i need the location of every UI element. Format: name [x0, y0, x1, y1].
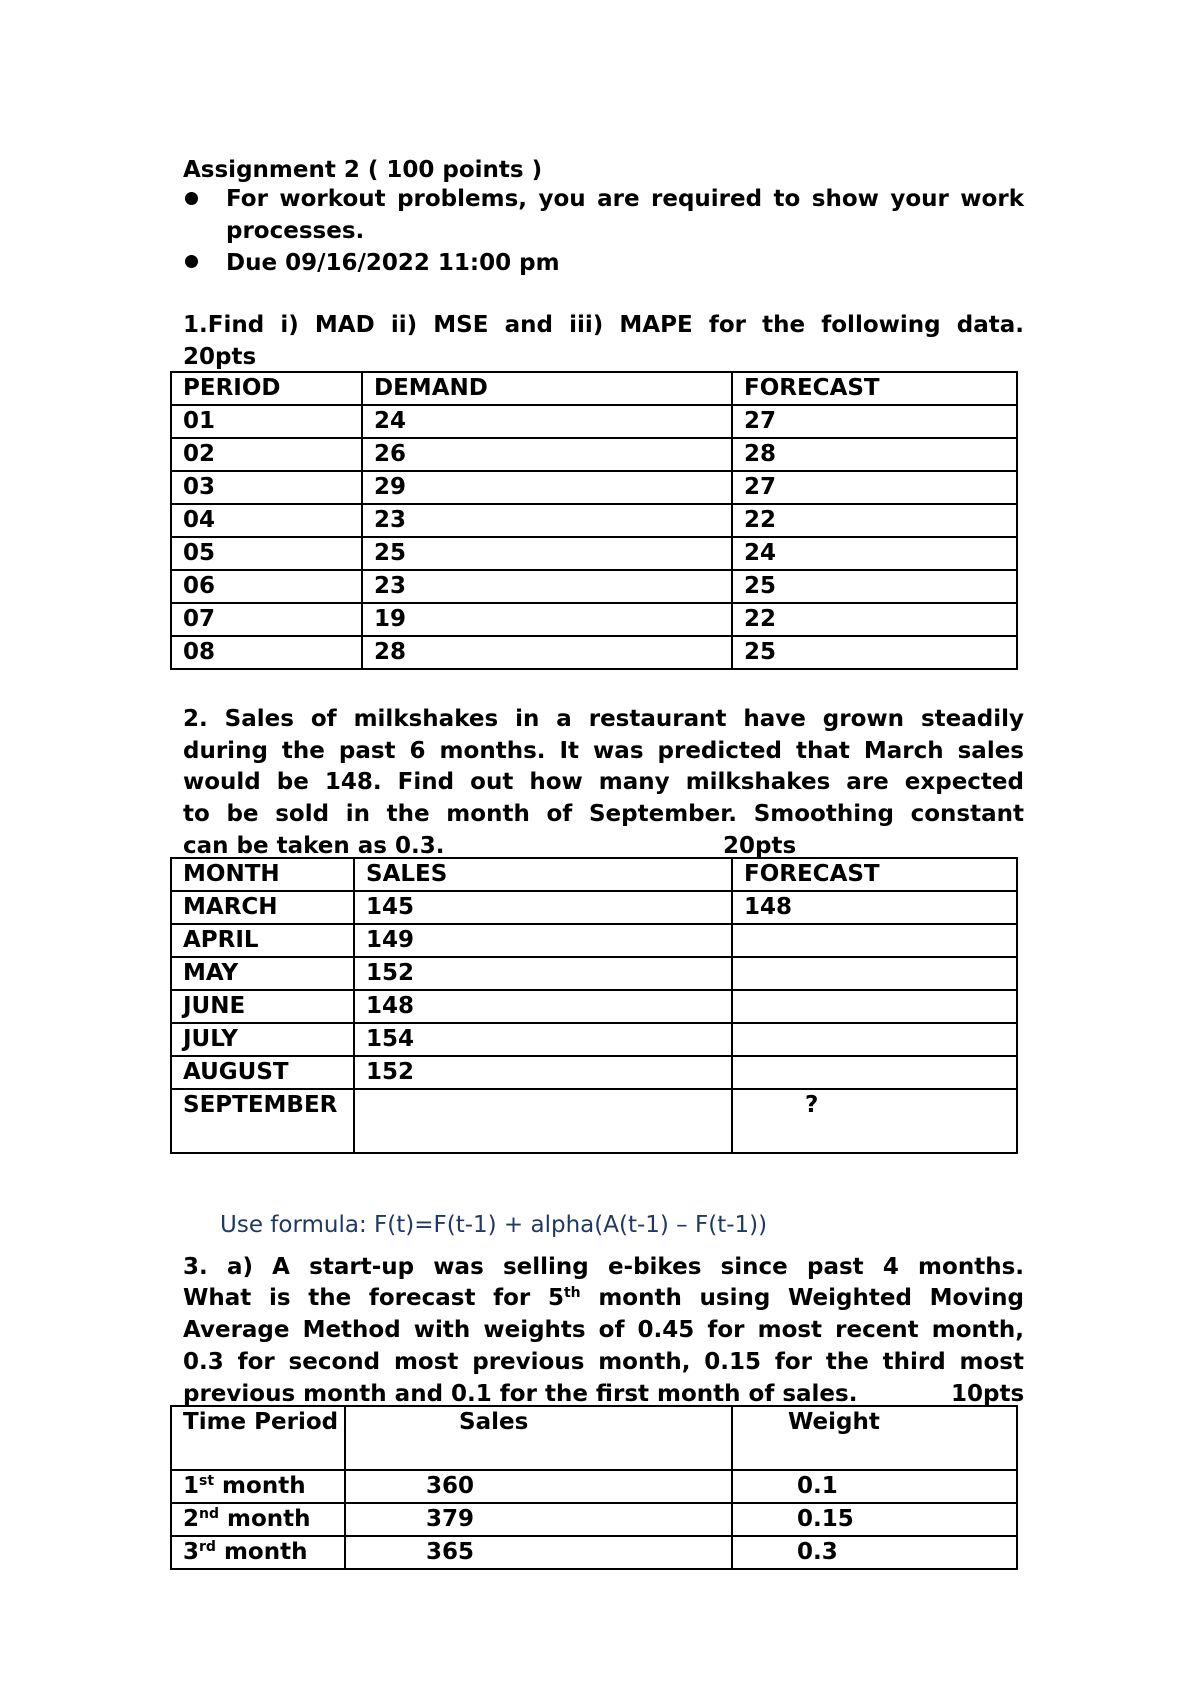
table-row: [171, 1470, 1017, 1503]
q3-data-table: [170, 1405, 1018, 1570]
table-row: [171, 1536, 1017, 1569]
table-cell-sales: 365: [345, 1536, 732, 1569]
table-header-cell: Weight: [732, 1406, 1017, 1470]
q3-prompt-line5: previous month and 0.1 for the first month of sales.: [183, 1381, 858, 1407]
table-row: [171, 537, 1017, 570]
table-cell: 152: [354, 957, 732, 990]
table-cell-sales: 379: [345, 1503, 732, 1536]
q3-prompt-line1: 3. a) A start-up was selling e-bikes since past 4 months.: [183, 1254, 1024, 1280]
table-cell-sales: 360: [345, 1470, 732, 1503]
period-label: month: [215, 1539, 308, 1565]
table-cell-weight: 0.3: [732, 1536, 1017, 1569]
table-cell: JUNE: [171, 990, 354, 1023]
q2-prompt-line4: to be sold in the month of September. Smoothing constant: [183, 801, 1024, 827]
period-ordinal: rd: [199, 1539, 216, 1555]
q1-points: 20pts: [183, 344, 257, 370]
table-cell: 24: [732, 537, 1017, 570]
table-row: [171, 471, 1017, 504]
table-cell: 148: [354, 990, 732, 1023]
q2-formula: Use formula: F(t)=F(t-1) + alpha(A(t-1) – F(t-1)): [220, 1212, 768, 1238]
table-cell: 23: [362, 504, 732, 537]
table-cell: 25: [732, 636, 1017, 669]
table-row: [171, 438, 1017, 471]
table-header-row: [171, 372, 1017, 405]
table-header-cell: FORECAST: [732, 858, 1017, 891]
table-cell: JULY: [171, 1023, 354, 1056]
table-row: [171, 504, 1017, 537]
period-ordinal: st: [199, 1473, 215, 1489]
table-cell: 08: [171, 636, 362, 669]
table-row: [171, 1089, 1017, 1153]
q2-prompt-line1: 2. Sales of milkshakes in a restaurant have grown steadily: [183, 706, 1024, 732]
table-cell: MAY: [171, 957, 354, 990]
table-cell: 24: [362, 405, 732, 438]
table-cell: [732, 1056, 1017, 1089]
table-cell: 28: [732, 438, 1017, 471]
period-number: 3: [183, 1539, 200, 1565]
table-cell: 22: [732, 603, 1017, 636]
table-row: [171, 1503, 1017, 1536]
table-cell: 145: [354, 891, 732, 924]
table-cell-weight: 0.1: [732, 1470, 1017, 1503]
q3-line2-start: What is the forecast for 5: [183, 1285, 564, 1311]
period-ordinal: nd: [199, 1506, 220, 1522]
table-row: [171, 603, 1017, 636]
q3-prompt-line4: 0.3 for second most previous month, 0.15 for the third most: [183, 1349, 1024, 1375]
bullet-icon: [185, 192, 198, 205]
table-cell: 01: [171, 405, 362, 438]
table-row: [171, 1056, 1017, 1089]
table-cell: [732, 990, 1017, 1023]
table-header-cell: PERIOD: [171, 372, 362, 405]
bullet-icon: [185, 255, 198, 268]
table-header-cell: DEMAND: [362, 372, 732, 405]
table-cell: 27: [732, 471, 1017, 504]
table-cell: 29: [362, 471, 732, 504]
q3-line2-sup: th: [563, 1285, 581, 1301]
table-header-row: [171, 858, 1017, 891]
table-row: [171, 1023, 1017, 1056]
table-cell: APRIL: [171, 924, 354, 957]
table-header-row: [171, 1406, 1017, 1470]
bullet-text-1a: [226, 184, 1024, 247]
table-cell: 04: [171, 504, 362, 537]
table-cell: SEPTEMBER: [171, 1089, 354, 1153]
bullet-2-text: Due 09/16/2022 11:00 pm: [226, 250, 560, 276]
q2-points: 20pts: [723, 833, 797, 859]
table-header-cell: FORECAST: [732, 372, 1017, 405]
q1-prompt-line1: 1.Find i) MAD ii) MSE and iii) MAPE for the following data.: [183, 312, 1024, 338]
table-cell: [732, 1023, 1017, 1056]
table-cell: [732, 957, 1017, 990]
table-cell: 27: [732, 405, 1017, 438]
table-cell-period: [171, 1536, 345, 1569]
period-label: month: [214, 1473, 306, 1499]
table-cell: AUGUST: [171, 1056, 354, 1089]
q3-line2-end: month using Weighted Moving: [580, 1285, 1024, 1311]
table-row: [171, 957, 1017, 990]
table-cell: 26: [362, 438, 732, 471]
table-cell: 05: [171, 537, 362, 570]
q2-prompt-line5: can be taken as 0.3.: [183, 833, 445, 859]
table-row: [171, 636, 1017, 669]
q3-points: 10pts: [951, 1381, 1025, 1407]
table-row: [171, 990, 1017, 1023]
table-header-cell: MONTH: [171, 858, 354, 891]
table-cell: 22: [732, 504, 1017, 537]
table-row: [171, 891, 1017, 924]
table-cell-period: [171, 1503, 345, 1536]
table-cell: [732, 924, 1017, 957]
assignment-title: Assignment 2 ( 100 points ): [183, 157, 543, 183]
table-row: [171, 405, 1017, 438]
table-cell: 02: [171, 438, 362, 471]
table-cell: 154: [354, 1023, 732, 1056]
table-cell: 19: [362, 603, 732, 636]
table-cell: 25: [732, 570, 1017, 603]
table-cell: 152: [354, 1056, 732, 1089]
q2-prompt-line3: would be 148. Find out how many milkshakes are expected: [183, 769, 1024, 795]
table-cell: MARCH: [171, 891, 354, 924]
table-cell: 149: [354, 924, 732, 957]
q2-prompt-line2: during the past 6 months. It was predicted that March sales: [183, 738, 1024, 764]
table-cell: [354, 1089, 732, 1153]
table-cell: 03: [171, 471, 362, 504]
q2-data-table: [170, 857, 1018, 1154]
table-cell: 25: [362, 537, 732, 570]
bullet-1-text: For workout problems, you are required to show your work processes.: [226, 186, 1024, 244]
table-row: [171, 570, 1017, 603]
table-row: [171, 924, 1017, 957]
table-header-cell: SALES: [354, 858, 732, 891]
table-cell: 148: [732, 891, 1017, 924]
table-cell: 28: [362, 636, 732, 669]
period-number: 2: [183, 1506, 200, 1532]
q3-prompt-line2: [183, 1283, 1024, 1315]
period-number: 1: [183, 1473, 200, 1499]
table-cell: ?: [732, 1089, 1017, 1153]
table-cell-period: [171, 1470, 345, 1503]
period-label: month: [219, 1506, 311, 1532]
table-header-cell: Time Period: [171, 1406, 345, 1470]
q1-data-table: [170, 371, 1018, 670]
table-cell: 06: [171, 570, 362, 603]
q3-prompt-line3: Average Method with weights of 0.45 for most recent month,: [183, 1317, 1024, 1343]
table-cell: 07: [171, 603, 362, 636]
table-cell: 23: [362, 570, 732, 603]
table-header-cell: Sales: [345, 1406, 732, 1470]
table-cell-weight: 0.15: [732, 1503, 1017, 1536]
